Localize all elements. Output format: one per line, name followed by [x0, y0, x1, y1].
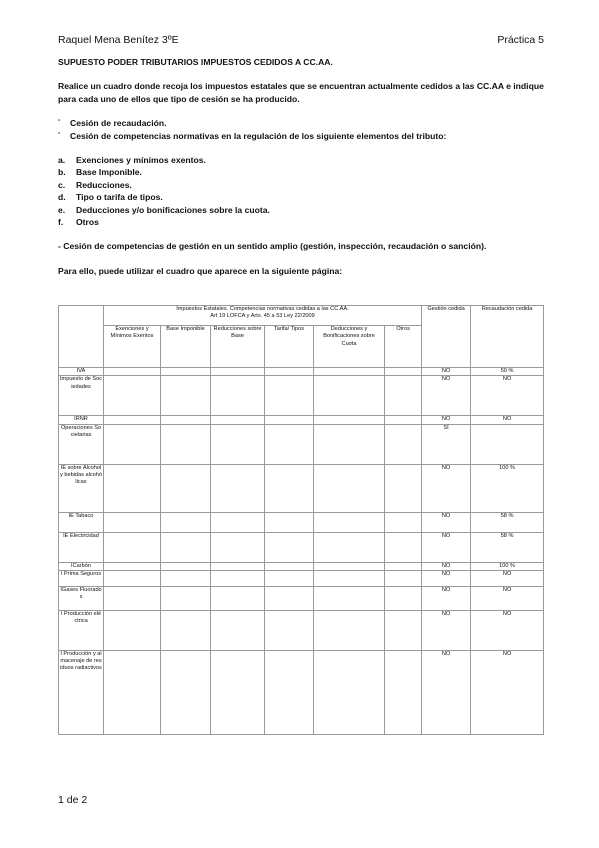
row-name-cell: I Producción y almacenaje de residuos radiactivos	[59, 650, 104, 734]
exenciones-cell	[104, 416, 161, 424]
reducciones-cell	[211, 512, 265, 532]
otros-cell	[385, 376, 422, 416]
header-author: Raquel Mena Benítez 3ºE	[58, 34, 179, 46]
otros-cell	[385, 562, 422, 570]
deducciones-cell	[314, 512, 385, 532]
tarifa-cell	[265, 464, 314, 512]
gestion-header: Gestión cedida	[422, 306, 471, 368]
table-row	[59, 610, 544, 650]
base-cell	[161, 368, 211, 376]
tarifa-cell	[265, 416, 314, 424]
recaudacion-cell: 100 %	[471, 464, 544, 512]
gestion-cell: NO	[422, 610, 471, 650]
recaudacion-cell: NO	[471, 570, 544, 586]
exenciones-cell	[104, 532, 161, 562]
lettered-list	[58, 154, 544, 228]
table-row	[59, 368, 544, 376]
exenciones-cell	[104, 368, 161, 376]
recaudacion-cell: 100 %	[471, 562, 544, 570]
document-body	[58, 56, 544, 277]
tarifa-cell	[265, 586, 314, 610]
row-name-cell: Impuesto de Sociedades	[59, 376, 104, 416]
gestion-cell: NO	[422, 512, 471, 532]
gestion-cell: NO	[422, 416, 471, 424]
otros-cell	[385, 368, 422, 376]
list-letter: f.	[58, 217, 64, 228]
deducciones-cell	[314, 416, 385, 424]
reducciones-cell	[211, 416, 265, 424]
list-text: Exenciones y mínimos exentos.	[76, 155, 206, 166]
gestion-paragraph: - Cesión de competencias de gestión en un sentido amplio (gestión, inspección, recaudación o sanción).	[58, 241, 487, 252]
reducciones-cell	[211, 464, 265, 512]
recaudacion-cell: NO	[471, 610, 544, 650]
exenciones-cell	[104, 376, 161, 416]
otros-cell	[385, 650, 422, 734]
bullet-item	[58, 117, 544, 129]
recaudacion-cell: NO	[471, 376, 544, 416]
otros-cell	[385, 586, 422, 610]
tax-table	[58, 305, 544, 735]
table-row	[59, 464, 544, 512]
dash-marker: -	[58, 129, 61, 137]
list-letter: b.	[58, 167, 66, 178]
reducciones-cell	[211, 368, 265, 376]
deducciones-cell	[314, 368, 385, 376]
base-cell	[161, 512, 211, 532]
base-cell	[161, 424, 211, 464]
recaudacion-header: Recaudación cedida	[471, 306, 544, 368]
list-letter: c.	[58, 179, 66, 190]
row-name-cell: IE Tabaco	[59, 512, 104, 532]
reducciones-cell	[211, 650, 265, 734]
table-row	[59, 586, 544, 610]
group-header	[104, 306, 422, 326]
exenciones-cell	[104, 570, 161, 586]
reducciones-cell	[211, 424, 265, 464]
deducciones-cell	[314, 586, 385, 610]
exenciones-cell	[104, 650, 161, 734]
row-name-cell: IGases Fluorados	[59, 586, 104, 610]
reducciones-cell	[211, 610, 265, 650]
exenciones-cell	[104, 586, 161, 610]
deducciones-cell	[314, 610, 385, 650]
table-row	[59, 512, 544, 532]
gestion-cell: SÍ	[422, 424, 471, 464]
deducciones-cell	[314, 464, 385, 512]
row-name-cell: I Producción eléctrica	[59, 610, 104, 650]
bullet-text: Cesión de recaudación.	[70, 118, 167, 129]
table-row	[59, 376, 544, 416]
deducciones-cell	[314, 570, 385, 586]
otros-cell	[385, 424, 422, 464]
document-title: SUPUESTO PODER TRIBUTARIOS IMPUESTOS CEDIDOS A CC.AA.	[58, 57, 333, 67]
deducciones-cell	[314, 532, 385, 562]
gestion-cell: NO	[422, 376, 471, 416]
table-corner-cell	[59, 306, 104, 368]
row-name-cell: IE Electricidad	[59, 532, 104, 562]
base-cell	[161, 610, 211, 650]
reducciones-cell	[211, 532, 265, 562]
otros-cell	[385, 570, 422, 586]
deducciones-cell	[314, 562, 385, 570]
list-item	[58, 216, 544, 228]
tarifa-cell	[265, 368, 314, 376]
group-header-line-2: Art 19 LOFCA y Arts. 45 a 53 Ley 22/2009	[210, 313, 315, 320]
recaudacion-cell: NO	[471, 586, 544, 610]
group-header-line-1: Impuestos Estatales. Competencias normativas cedidas a las CC.AA.	[176, 306, 349, 312]
bullet-item	[58, 130, 544, 142]
list-text: Otros	[76, 217, 99, 228]
row-name-cell: IRNR	[59, 416, 104, 424]
reducciones-cell	[211, 586, 265, 610]
base-cell	[161, 586, 211, 610]
list-text: Deducciones y/o bonificaciones sobre la cuota.	[76, 204, 270, 215]
table-row	[59, 650, 544, 734]
header-practice: Práctica 5	[497, 34, 544, 46]
list-item	[58, 204, 544, 216]
gestion-cell: NO	[422, 570, 471, 586]
row-name-cell: IVA	[59, 368, 104, 376]
recaudacion-cell: 50 %	[471, 368, 544, 376]
list-letter: a.	[58, 155, 66, 166]
list-item	[58, 166, 544, 178]
row-name-cell: I Prima Seguros	[59, 570, 104, 586]
row-name-cell: Operaciones Societarias	[59, 424, 104, 464]
col-header-reducciones: Reducciones sobre Base	[211, 326, 265, 368]
recaudacion-cell: 58 %	[471, 532, 544, 562]
deducciones-cell	[314, 424, 385, 464]
tarifa-cell	[265, 512, 314, 532]
table-row	[59, 562, 544, 570]
para-paragraph: Para ello, puede utilizar el cuadro que aparece en la siguiente página:	[58, 265, 343, 276]
list-item	[58, 154, 544, 166]
row-name-cell: ICarbón	[59, 562, 104, 570]
tarifa-cell	[265, 376, 314, 416]
exenciones-cell	[104, 424, 161, 464]
recaudacion-cell: 58 %	[471, 512, 544, 532]
tarifa-cell	[265, 610, 314, 650]
exenciones-cell	[104, 562, 161, 570]
list-letter: e.	[58, 204, 66, 215]
list-text: Base Imponible.	[76, 167, 142, 178]
tarifa-cell	[265, 650, 314, 734]
list-text: Tipo o tarifa de tipos.	[76, 192, 163, 203]
base-cell	[161, 650, 211, 734]
gestion-cell: NO	[422, 586, 471, 610]
exenciones-cell	[104, 512, 161, 532]
table-row	[59, 416, 544, 424]
exenciones-cell	[104, 610, 161, 650]
otros-cell	[385, 610, 422, 650]
dash-marker: -	[58, 117, 61, 125]
col-header-tarifa: Tarifa/ Tipos	[265, 326, 314, 368]
gestion-cell: NO	[422, 532, 471, 562]
list-item	[58, 179, 544, 191]
otros-cell	[385, 512, 422, 532]
tarifa-cell	[265, 424, 314, 464]
col-header-base: Base Imponible	[161, 326, 211, 368]
recaudacion-cell: NO	[471, 416, 544, 424]
table-row	[59, 570, 544, 586]
gestion-cell: NO	[422, 562, 471, 570]
base-cell	[161, 376, 211, 416]
bullet-list	[58, 117, 544, 142]
row-name-cell: IE sobre Alcohol y bebidas alcohólicas	[59, 464, 104, 512]
gestion-cell: NO	[422, 464, 471, 512]
otros-cell	[385, 532, 422, 562]
gestion-cell: NO	[422, 368, 471, 376]
list-letter: d.	[58, 192, 66, 203]
page-number: 1 de 2	[58, 794, 88, 806]
base-cell	[161, 464, 211, 512]
intro-paragraph: Realice un cuadro donde recoja los impuestos estatales que se encuentran actualmente cedidos a las CC.AA e indique para cada uno de ellos que tipo de cesión se ha producido.	[58, 81, 544, 104]
recaudacion-cell: NO	[471, 650, 544, 734]
deducciones-cell	[314, 650, 385, 734]
deducciones-cell	[314, 376, 385, 416]
bullet-text: Cesión de competencias normativas en la regulación de los siguiente elementos del tributo:	[70, 130, 447, 141]
base-cell	[161, 570, 211, 586]
col-header-deducciones: Deducciones y Bonificaciones sobre Cuota	[314, 326, 385, 368]
gestion-cell: NO	[422, 650, 471, 734]
reducciones-cell	[211, 562, 265, 570]
list-text: Reducciones.	[76, 179, 132, 190]
base-cell	[161, 532, 211, 562]
tarifa-cell	[265, 570, 314, 586]
table-row	[59, 532, 544, 562]
otros-cell	[385, 464, 422, 512]
table-row	[59, 424, 544, 464]
tarifa-cell	[265, 562, 314, 570]
reducciones-cell	[211, 570, 265, 586]
reducciones-cell	[211, 376, 265, 416]
list-item	[58, 191, 544, 203]
base-cell	[161, 562, 211, 570]
otros-cell	[385, 416, 422, 424]
col-header-otros: Otros	[385, 326, 422, 368]
tarifa-cell	[265, 532, 314, 562]
exenciones-cell	[104, 464, 161, 512]
recaudacion-cell	[471, 424, 544, 464]
col-header-exenciones: Exenciones y Mínimos Exentos	[104, 326, 161, 368]
base-cell	[161, 416, 211, 424]
